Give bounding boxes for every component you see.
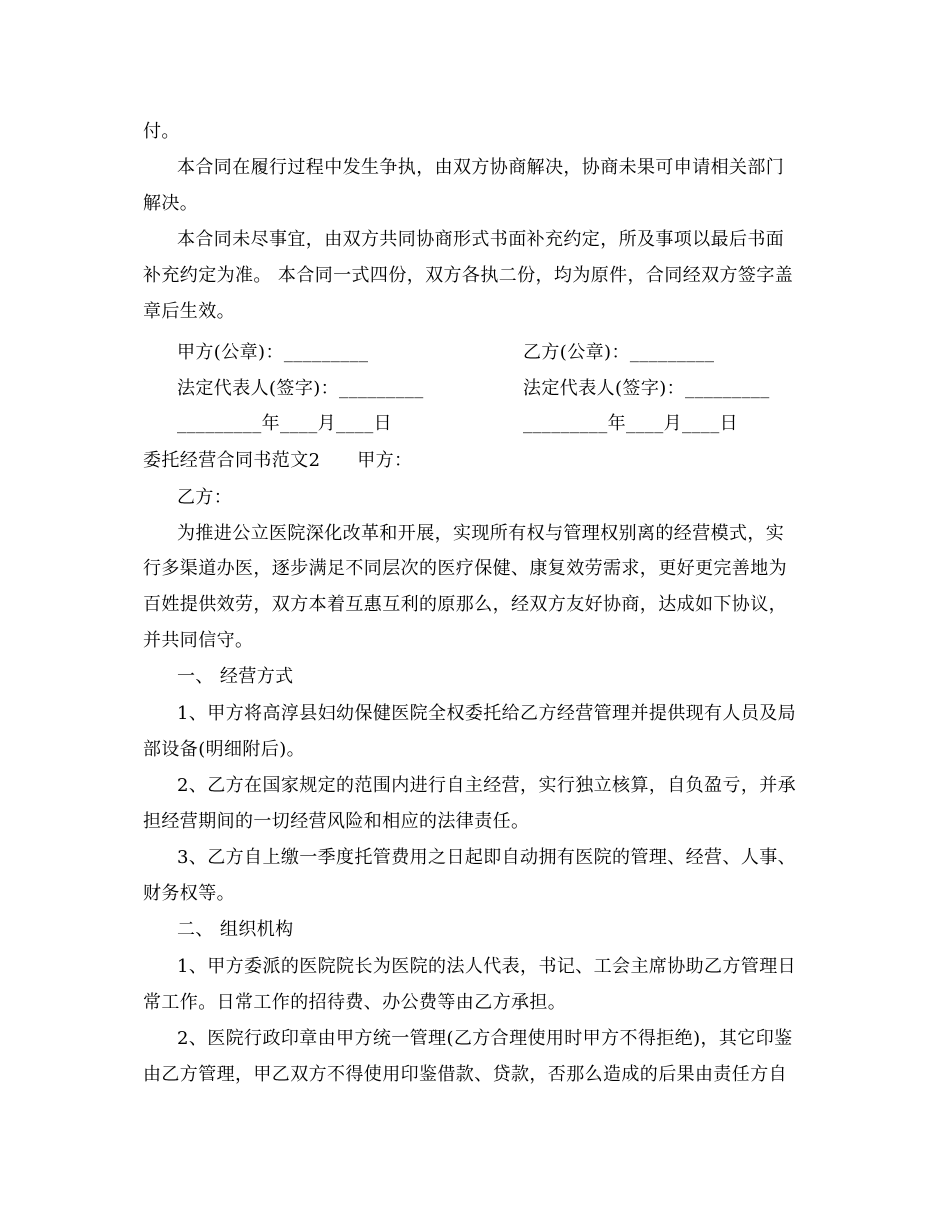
text-line: 2、医院行政印章由甲方统一管理(乙方合理使用时甲方不得拒绝)，其它印鉴 [177, 1028, 793, 1049]
text-line: 为推进公立医院深化改革和开展，实现所有权与管理权别离的经营模式，实 [177, 523, 785, 544]
text-line: 补充约定为准。 本合同一式四份，双方各执二份，均为原件，合同经双方签字盖 [143, 265, 794, 286]
text-line: 1、甲方将高淳县妇幼保健医院全权委托给乙方经营管理并提供现有人员及局 [177, 703, 797, 724]
text-line: 并共同信守。 [143, 630, 254, 651]
text-line: 百姓提供效劳，双方本着互惠互利的原那么，经双方友好协商，达成如下协议， [143, 594, 787, 615]
party-a-representative: 法定代表人(签字)：_________ [177, 378, 424, 399]
party-b-representative: 法定代表人(签字)：_________ [523, 378, 770, 399]
party-b-seal: 乙方(公章)：_________ [523, 342, 715, 363]
text-line: 部设备(明细附后)。 [143, 739, 306, 760]
text-line: 3、乙方自上缴一季度托管费用之日起即自动拥有医院的管理、经营、人事、 [177, 847, 797, 868]
party-a-date: _________年____月____日 [177, 413, 392, 434]
text-line: 财务权等。 [143, 883, 235, 904]
text-line: 章后生效。 [143, 301, 235, 322]
party-b-date: _________年____月____日 [523, 413, 738, 434]
text-line: 乙方： [177, 487, 233, 508]
text-line: 付。 [143, 121, 180, 142]
heading-2: 二、 组织机构 [177, 919, 294, 940]
text-line: 2、乙方在国家规定的范围内进行自主经营，实行独立核算，自负盈亏，并承 [177, 775, 797, 796]
text-line: 常工作。日常工作的招待费、办公费等由乙方承担。 [143, 992, 567, 1013]
text-line: 行多渠道办医，逐步满足不同层次的医疗保健、康复效劳需求，更好更完善地为 [143, 558, 787, 579]
text-line: 1、甲方委派的医院院长为医院的法人代表，书记、工会主席协助乙方管理日 [177, 956, 797, 977]
text-line: 本合同未尽事宜，由双方共同协商形式书面补充约定，所及事项以最后书面 [177, 229, 785, 250]
text-line: 解决。 [143, 193, 199, 214]
text-line: 由乙方管理，甲乙双方不得使用印鉴借款、贷款，否那么造成的后果由责任方自 [143, 1064, 787, 1085]
section-title: 委托经营合同书范文2 甲方： [143, 450, 413, 471]
heading-1: 一、 经营方式 [177, 666, 294, 687]
text-line: 本合同在履行过程中发生争执，由双方协商解决，协商未果可申请相关部门 [177, 157, 785, 178]
text-line: 担经营期间的一切经营风险和相应的法律责任。 [143, 811, 530, 832]
party-a-seal: 甲方(公章)：_________ [177, 342, 369, 363]
